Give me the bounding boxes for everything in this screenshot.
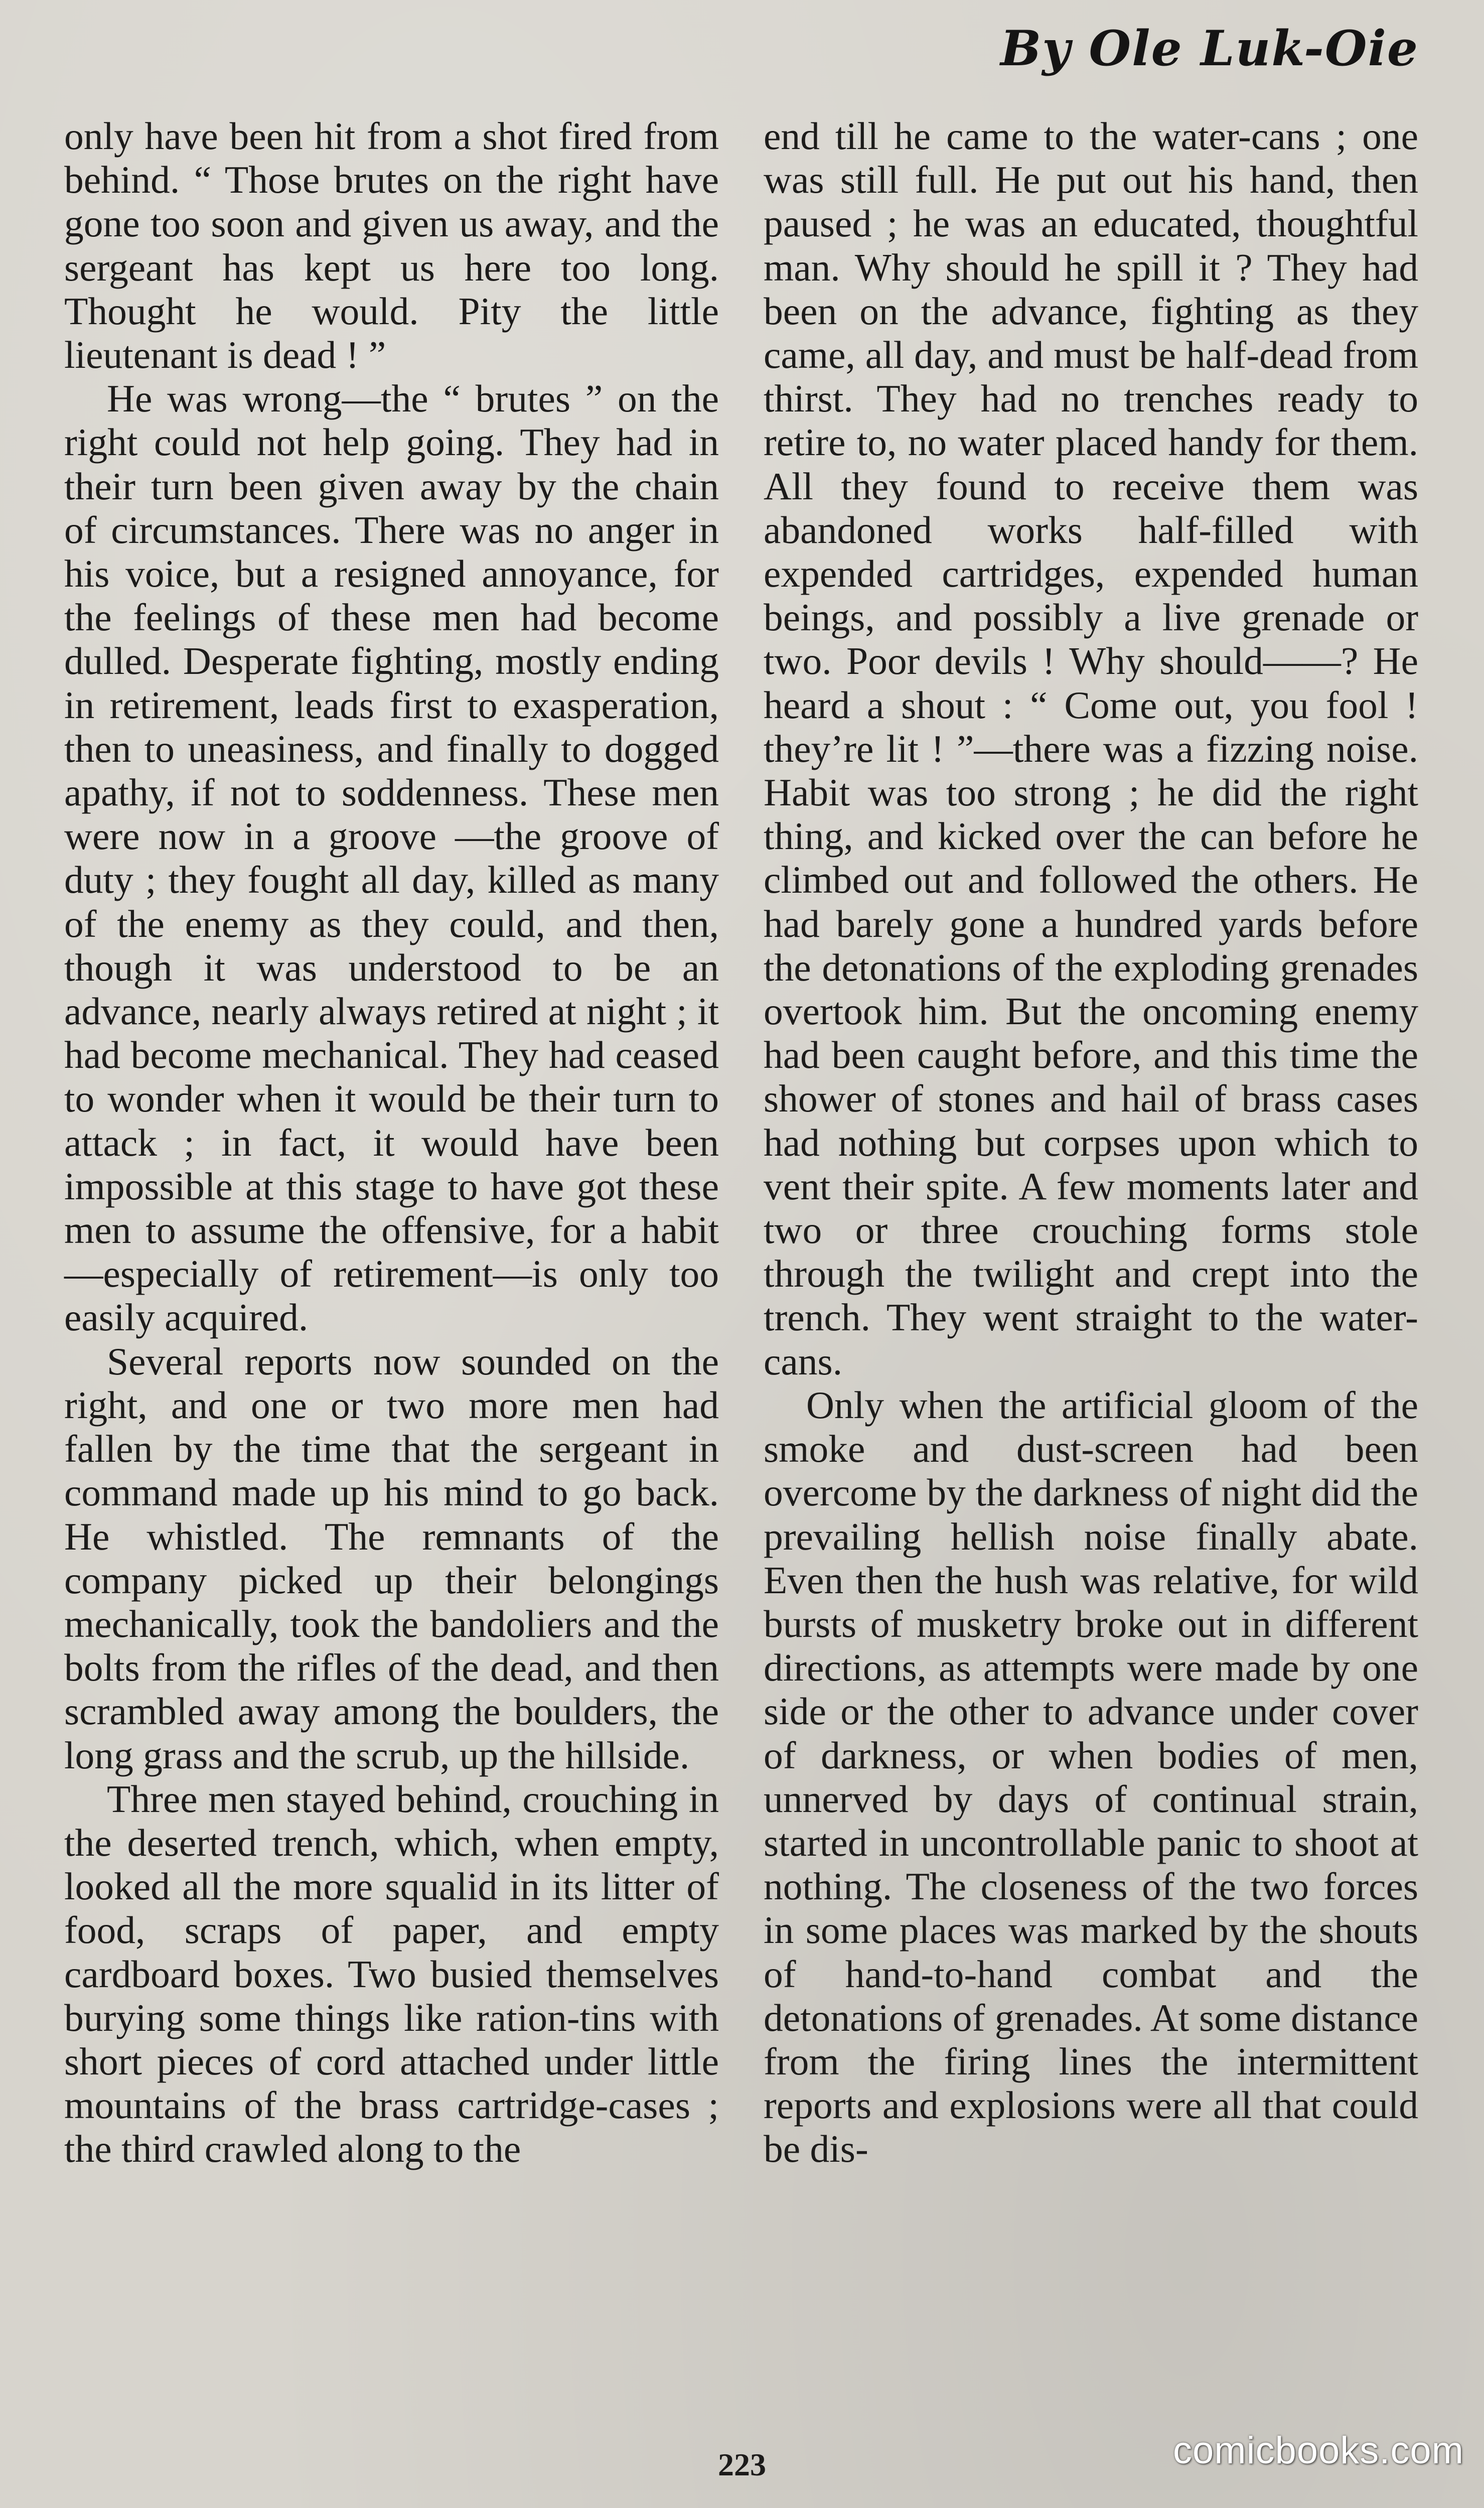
page-number: 223 (718, 2447, 766, 2482)
paragraph: He was wrong—the “ brutes ” on the right could not help going. They had in their turn been given away by the chain of circumstances. There was no anger in his voice, but a resigned annoyance, for the feelings of these men had become dulled. Desperate fighting, mostly ending in retirement, leads first to exasperation, then to uneasiness, and finally to dogged apathy, if not to soddenness. These men were now in a groove —the groove of duty ; they fought all day, killed as many of the enemy as they could, and then, though it was understood to be an advance, nearly always retired at night ; it had become mechanical. They had ceased to wonder when it would be their turn to attack ; in fact, it would have been impossible at this stage to have got these men to assume the offensive, for a habit—especially of retirement—is only too easily acquired. (64, 377, 719, 1339)
paragraph: Several reports now sounded on the right, and one or two more men had fallen by the time that the sergeant in command made up his mind to go back. He whistled. The remnants of the company picked up their belongings mechanically, took the bandoliers and the bolts from the rifles of the dead, and then scrambled away among the boulders, the long grass and the scrub, up the hillside. (64, 1339, 719, 1777)
paragraph: Three men stayed behind, crouching in the deserted trench, which, when empty, looked all the more squalid in its litter of food, scraps of paper, and empty cardboard boxes. Two busied themselves burying some things like ration-tins with short pieces of cord attached under little mountains of the brass cartridge-cases ; the third crawled along to the (64, 1777, 719, 2171)
watermark-text: comicbooks.com (1173, 2429, 1464, 2472)
author-byline: By Ole Luk-Oie (1000, 20, 1419, 77)
paragraph: only have been hit from a shot fired from behind. “ Those brutes on the right have gone too soon and given us away, and the sergeant has kept us here too long. Thought he would. Pity the little lieutenant is dead ! ” (64, 114, 719, 377)
left-text-column (64, 114, 719, 2171)
paragraph: Only when the artificial gloom of the smoke and dust-screen had been overcome by the darkness of night did the prevailing hellish noise finally abate. Even then the hush was relative, for wild bursts of musketry broke out in different directions, as attempts were made by one side or the other to advance under cover of darkness, or when bodies of men, unnerved by days of continual strain, started in uncontrollable panic to shoot at nothing. The closeness of the two forces in some places was marked by the shouts of hand-to-hand combat and the detonations of grenades. At some distance from the firing lines the intermittent reports and explosions were all that could be dis- (764, 1383, 1418, 2171)
right-text-column (764, 114, 1418, 2171)
paragraph: end till he came to the water-cans ; one was still full. He put out his hand, then paused ; he was an educated, thoughtful man. Why should he spill it ? They had been on the advance, fighting as they came, all day, and must be half-dead from thirst. They had no trenches ready to retire to, no water placed handy for them. All they found to receive them was abandoned works half-filled with expended cartridges, expended human beings, and possibly a live grenade or two. Poor devils ! Why should——? He heard a shout : “ Come out, you fool ! they’re lit ! ”—there was a fizzing noise. Habit was too strong ; he did the right thing, and kicked over the can before he climbed out and followed the others. He had barely gone a hundred yards before the detonations of the exploding grenades overtook him. But the oncoming enemy had been caught before, and this time the shower of stones and hail of brass cases had nothing but corpses upon which to vent their spite. A few moments later and two or three crouching forms stole through the twilight and crept into the trench. They went straight to the water-cans. (764, 114, 1418, 1383)
